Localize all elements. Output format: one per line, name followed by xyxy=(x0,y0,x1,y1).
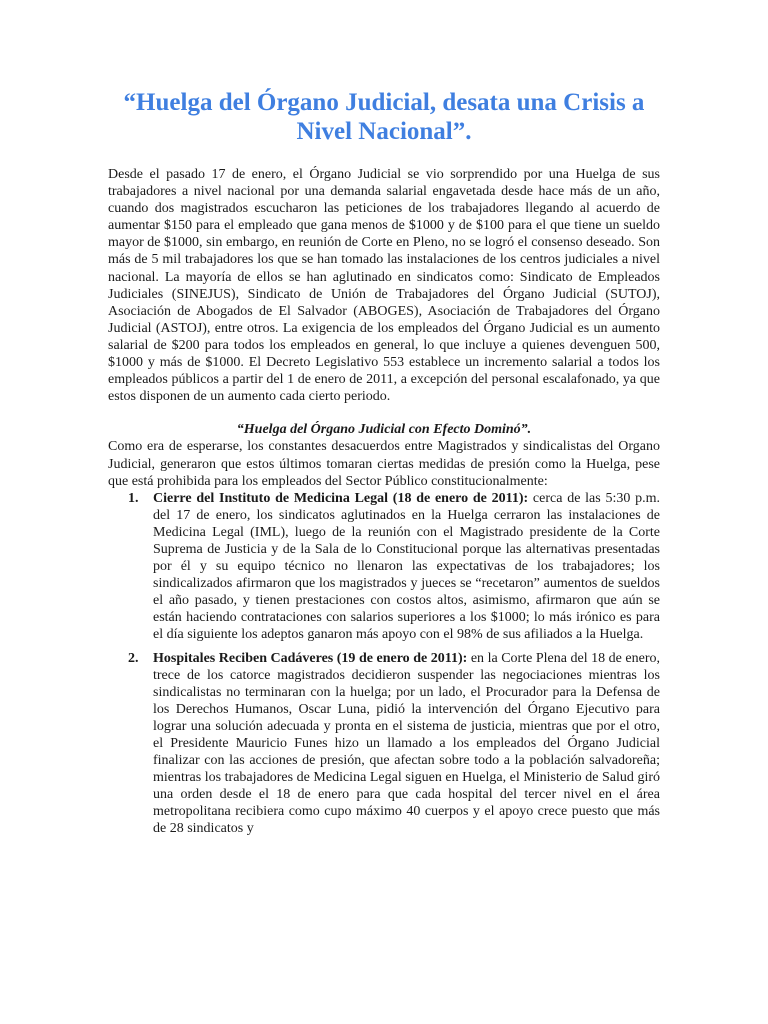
events-list xyxy=(108,490,660,838)
list-item-text: cerca de las 5:30 p.m. del 17 de enero, los sindicatos aglutinados en la Huelga cerraron las instalaciones de Medicina Legal (IML), luego de la reunión con el Magistrado presidente de la Corte Suprema de Justicia y de la Sala de lo Constitucional porque las alternativas presentadas por él y su equipo técnico no llenaron las expectativas de los trabajadores; los sindicalizados afirmaron que los magistrados y jueces se “recetaron” aumentos de sueldos el año pasado, y tienen prestaciones con costos altos, asimismo, afirmaron que aún se están haciendo contrataciones con salarios superiores a los $1000; lo más irónico es para el día siguiente los adeptos ganaron más apoyo con el 98% de sus afiliados a la Huelga. xyxy=(153,490,660,643)
document-page xyxy=(108,88,660,844)
list-item xyxy=(108,490,660,644)
list-item-title: Cierre del Instituto de Medicina Legal (18 de enero de 2011): xyxy=(153,490,529,506)
list-item-number: 1. xyxy=(128,490,139,506)
list-item-number: 2. xyxy=(128,650,139,666)
document-title: “Huelga del Órgano Judicial, desata una Crisis a Nivel Nacional”. xyxy=(123,89,645,145)
list-item-title: Hospitales Reciben Cadáveres (19 de enero de 2011): xyxy=(153,650,468,666)
section-heading: “Huelga del Órgano Judicial con Efecto Dominó”. xyxy=(236,422,532,438)
list-item-text: en la Corte Plena del 18 de enero, trece de los catorce magistrados decidieron suspender las negociaciones mientras los sindicalistas no terminaran con la huelga; por un lado, el Procurador para la Defensa de los Derechos Humanos, Oscar Luna, pidió la intervención del Órgano Ejecutivo para lograr una solución adecuada y pronta en el sistema de justicia, mientras que por el otro, el Presidente Mauricio Funes hizo un llamado a los empleados del Órgano Judicial finalizar con las acciones de presión, que afectan sobre todo a la población salvadoreña; mientras los trabajadores de Medicina Legal siguen en Huelga, el Ministerio de Salud giró una orden desde el 18 de enero para que cada hospital del tercer nivel en el área metropolitana recibiera como cupo máximo 40 cuerpos y el apoyo crece puesto que más de 28 sindicatos y xyxy=(153,650,660,837)
list-item xyxy=(108,650,660,838)
intro-paragraph: Desde el pasado 17 de enero, el Órgano Judicial se vio sorprendido por una Huelga de sus trabajadores a nivel nacional por una demanda salarial engavetada desde hace más de un año, cuando dos magistrados escucharon las peticiones de los trabajadores llegando al acuerdo de aumentar $150 para el empleado que gana menos de $1000 y de $100 para el que tiene un sueldo mayor de $1000, sin embargo, en reunión de Corte en Pleno, no se logró el consenso deseado. Son más de 5 mil trabajadores los que se han tomado las instalaciones de los centros judiciales a nivel nacional. La mayoría de ellos se han aglutinado en sindicatos como: Sindicato de Empleados Judiciales (SINEJUS), Sindicato de Unión de Trabajadores del Órgano Judicial (SUTOJ), Asociación de Abogados de El Salvador (ABOGES), Asociación de Trabajadores del Órgano Judicial (ASTOJ), entre otros. La exigencia de los empleados del Órgano Judicial es un aumento salarial de $200 para todos los empleados en general, lo que incluye a quienes devenguen 500, $1000 y más de $1000. El Decreto Legislativo 553 establece un incremento salarial a todos los empleados públicos a partir del 1 de enero de 2011, a excepción del personal escalafonado, ya que estos disponen de un aumento cada cierto periodo. xyxy=(108,167,660,405)
section-intro-paragraph: Como era de esperarse, los constantes desacuerdos entre Magistrados y sindicalistas del Organo Judicial, generaron que estos últimos tomaran ciertas medidas de presión como la Huelga, pese que está prohibida para los empleados del Sector Público constitucionalmente: xyxy=(108,439,660,489)
